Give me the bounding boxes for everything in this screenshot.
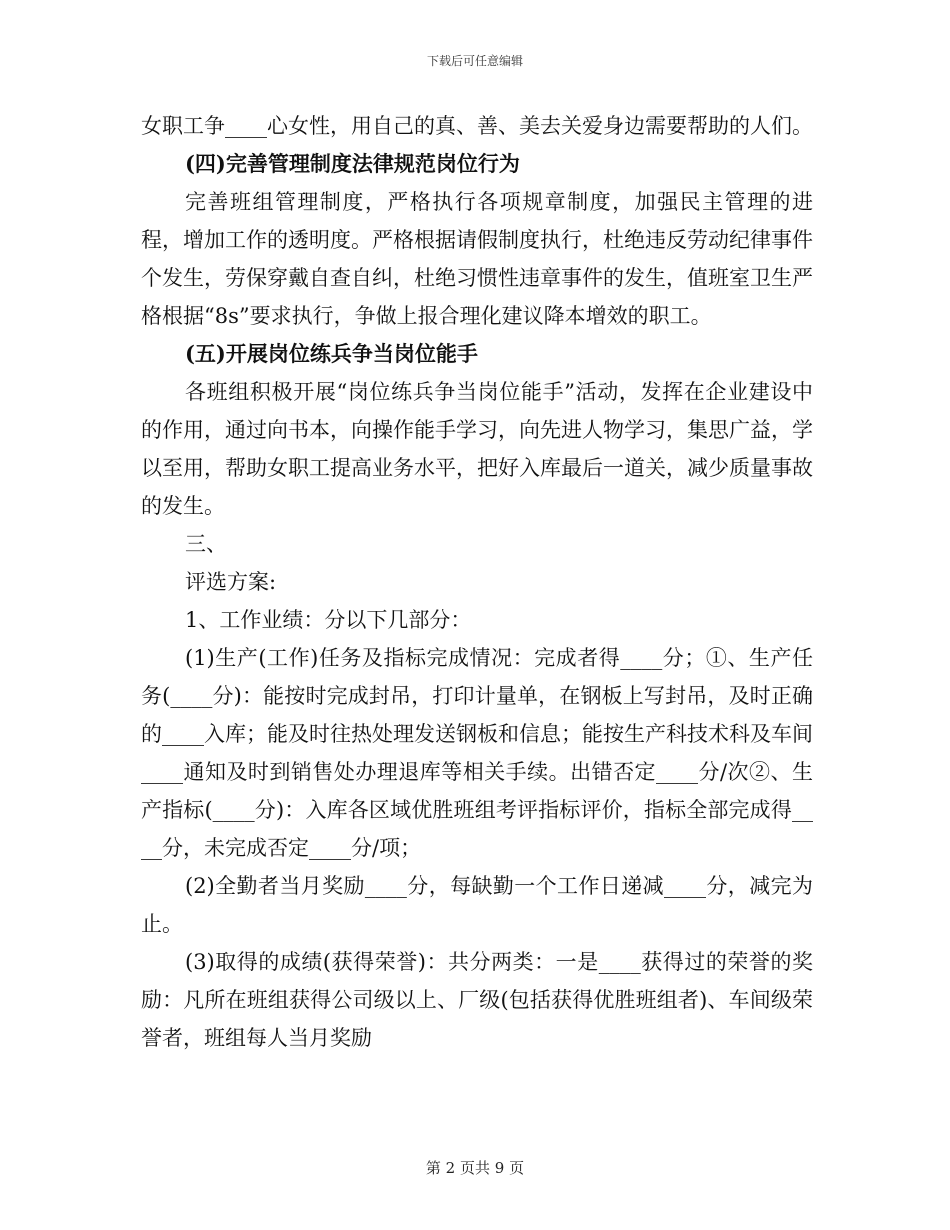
paragraph: 1、工作业绩：分以下几部分： xyxy=(185,608,472,632)
paragraph: (1)生产(工作)任务及指标完成情况：完成者得____分；①、生产任务(____分)：能按时完成封吊，打印计量单，在钢板上写封吊，及时正确的____入库；能及时往热处理发送钢板和信息；能按生产科技术科及车间____通知及时到销售处办理退库等相关手续。出错否定____分/次②、生产指标(____分)：入库各区域优胜班组考评指标评价，指标全部完成得____分，未完成否定____分/项； xyxy=(141,646,813,860)
document-body xyxy=(141,107,813,1057)
paragraph: 各班组积极开展“岗位练兵争当岗位能手”活动，发挥在企业建设中的作用，通过向书本，向操作能手学习，向先进人物学习，集思广益，学以至用，帮助女职工提高业务水平，把好入库最后一道关，减少质量事故的发生。 xyxy=(141,380,813,518)
paragraph: 女职工争____心女性，用自己的真、善、美去关爱身边需要帮助的人们。 xyxy=(141,114,813,138)
section-heading: 三、 xyxy=(185,532,227,556)
paragraph: (2)全勤者当月奖励____分，每缺勤一个工作日递减____分，减完为止。 xyxy=(141,874,813,936)
paragraph: (3)取得的成绩(获得荣誉)：共分两类：一是____获得过的荣誉的奖励：凡所在班组获得公司级以上、厂级(包括获得优胜班组者)、车间级荣誉者，班组每人当月奖励 xyxy=(141,950,813,1050)
paragraph: 评选方案: xyxy=(185,570,277,594)
page-footer: 第 2 页共 9 页 xyxy=(425,1159,525,1177)
section-heading: (四)完善管理制度法律规范岗位行为 xyxy=(185,151,520,176)
page-header: 下载后可任意编辑 xyxy=(426,54,523,68)
section-heading: (五)开展岗位练兵争当岗位能手 xyxy=(185,341,478,366)
paragraph: 完善班组管理制度，严格执行各项规章制度，加强民主管理的进程，增加工作的透明度。严格根据请假制度执行，杜绝违反劳动纪律事件个发生，劳保穿戴自查自纠，杜绝习惯性违章事件的发生，值班室卫生严格根据“8s”要求执行，争做上报合理化建议降本增效的职工。 xyxy=(141,190,813,328)
